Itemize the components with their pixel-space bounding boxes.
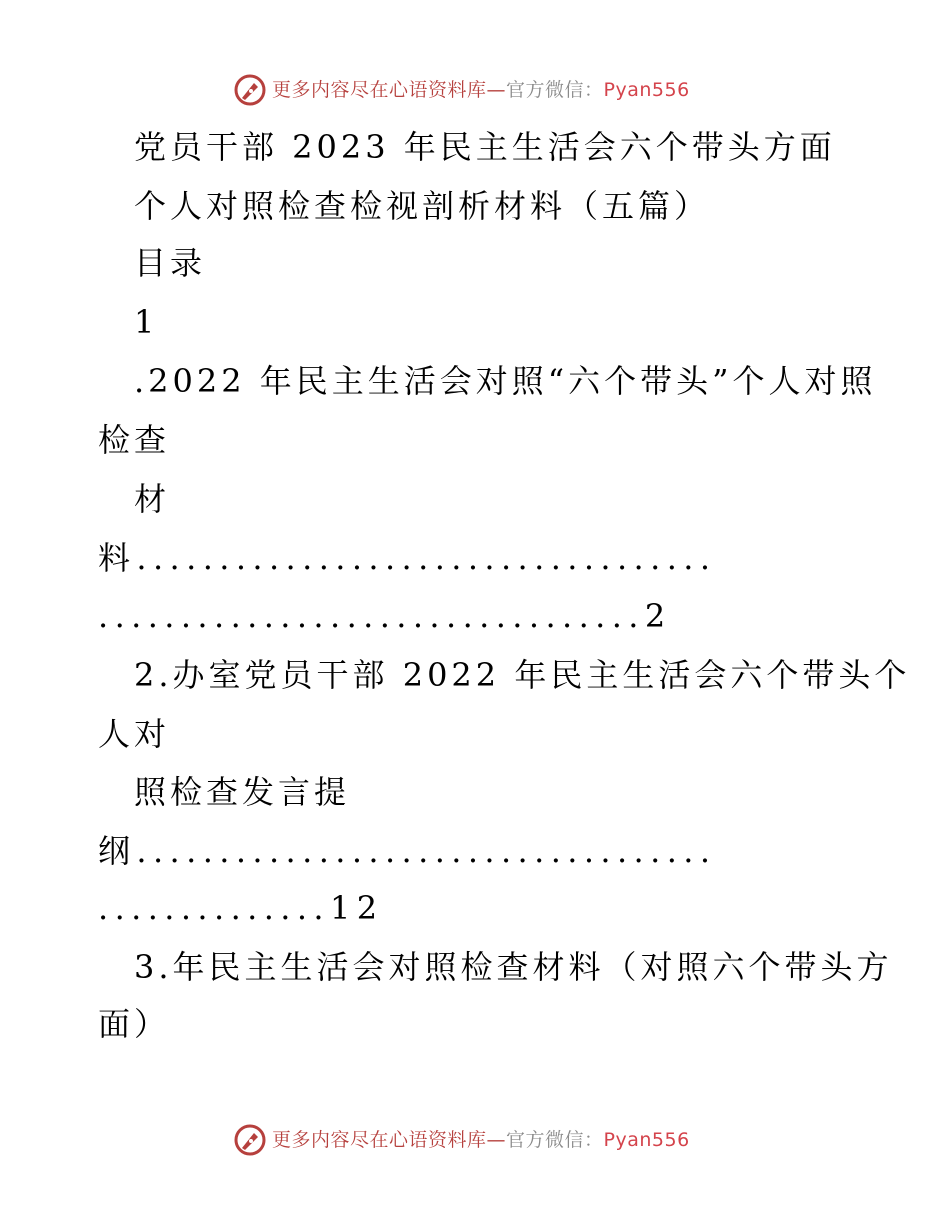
banner-library-text: 更多内容尽在心语资料库 [272,79,487,101]
toc-item-3-line-2: 面） [98,1005,171,1043]
banner-library-text: 更多内容尽在心语资料库 [272,1129,487,1151]
toc-item-1-line-1: .2022 年民主生活会对照“六个带头”个人对照 [134,362,877,400]
toc-item-2-line-2: 人对 [98,715,171,753]
banner-wechat-id: Pyan556 [603,1129,690,1151]
title-line-2: 个人对照检查检视剖析材料（五篇） [134,187,711,225]
banner-dash: — [486,1129,507,1151]
banner-dash: — [486,79,507,101]
pen-nib-seal-icon [234,1124,266,1156]
toc-item-1-page: .................................2 [98,597,672,635]
banner-wechat-id: Pyan556 [603,79,690,101]
banner-wechat-label: 官方微信： [506,79,604,101]
toc-item-1-number: 1 [134,303,159,341]
pen-nib-seal-icon [234,74,266,106]
banner-text [272,1128,690,1152]
toc-item-2-leader: 纲................................... [98,832,717,870]
header-banner [0,70,950,110]
banner-text [272,78,690,102]
toc-item-2-line-3: 照检查发言提 [134,773,351,811]
title-line-1: 党员干部 2023 年民主生活会六个带头方面 [134,128,836,166]
toc-heading: 目录 [134,244,207,282]
toc-item-1-line-3: 材 [134,480,171,518]
footer-banner [0,1120,950,1160]
toc-item-1-leader: 料................................... [98,539,717,577]
toc-item-2-page: ..............12 [98,889,384,927]
toc-item-3-line-1: 3.年民主生活会对照检查材料（对照六个带头方 [134,948,893,986]
toc-item-2-line-1: 2.办室党员干部 2022 年民主生活会六个带头个 [134,656,911,694]
toc-item-1-line-2: 检查 [98,421,171,459]
banner-wechat-label: 官方微信： [506,1129,604,1151]
